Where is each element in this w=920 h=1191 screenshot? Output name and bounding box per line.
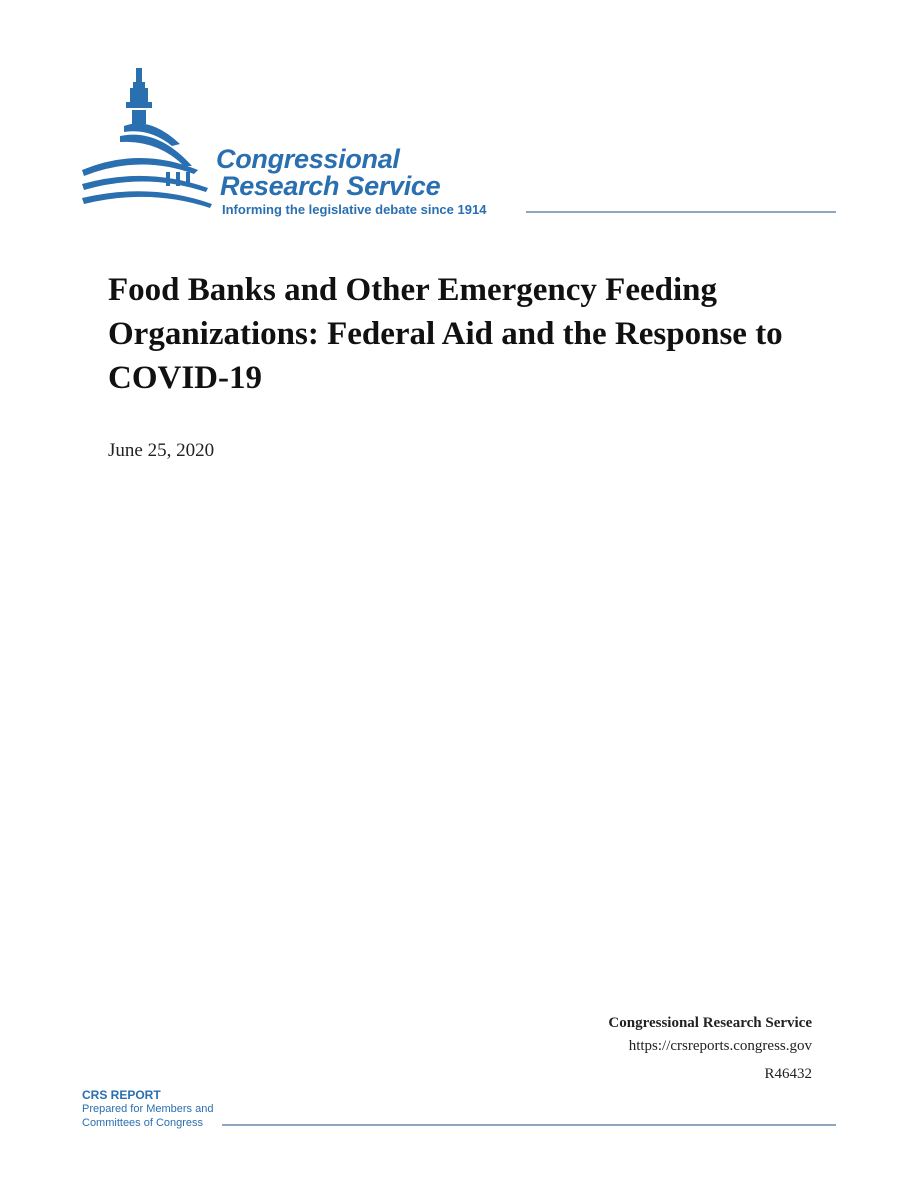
report-date: June 25, 2020 [108, 440, 215, 461]
footer-label: CRS REPORT [82, 1088, 161, 1102]
org-name-line2: Research Service [220, 171, 441, 201]
crs-report-footer [82, 1088, 213, 1130]
info-url[interactable]: https://crsreports.congress.gov [628, 1038, 812, 1054]
header-rule [526, 211, 836, 213]
footer-rule [222, 1124, 836, 1126]
footer-line2: Committees of Congress [82, 1117, 204, 1129]
info-organization: Congressional Research Service [608, 1015, 812, 1031]
org-name-line1: Congressional [216, 144, 400, 174]
org-logotype [216, 146, 440, 200]
org-tagline: Informing the legislative debate since 1914 [222, 202, 487, 217]
report-number: R46432 [764, 1066, 812, 1082]
capitol-dome-icon [80, 66, 220, 216]
report-title: Food Banks and Other Emergency Feeding Organizations: Federal Aid and the Response to COVID-19 [108, 272, 783, 396]
report-info [608, 1012, 812, 1086]
footer-line1: Prepared for Members and [82, 1103, 214, 1115]
